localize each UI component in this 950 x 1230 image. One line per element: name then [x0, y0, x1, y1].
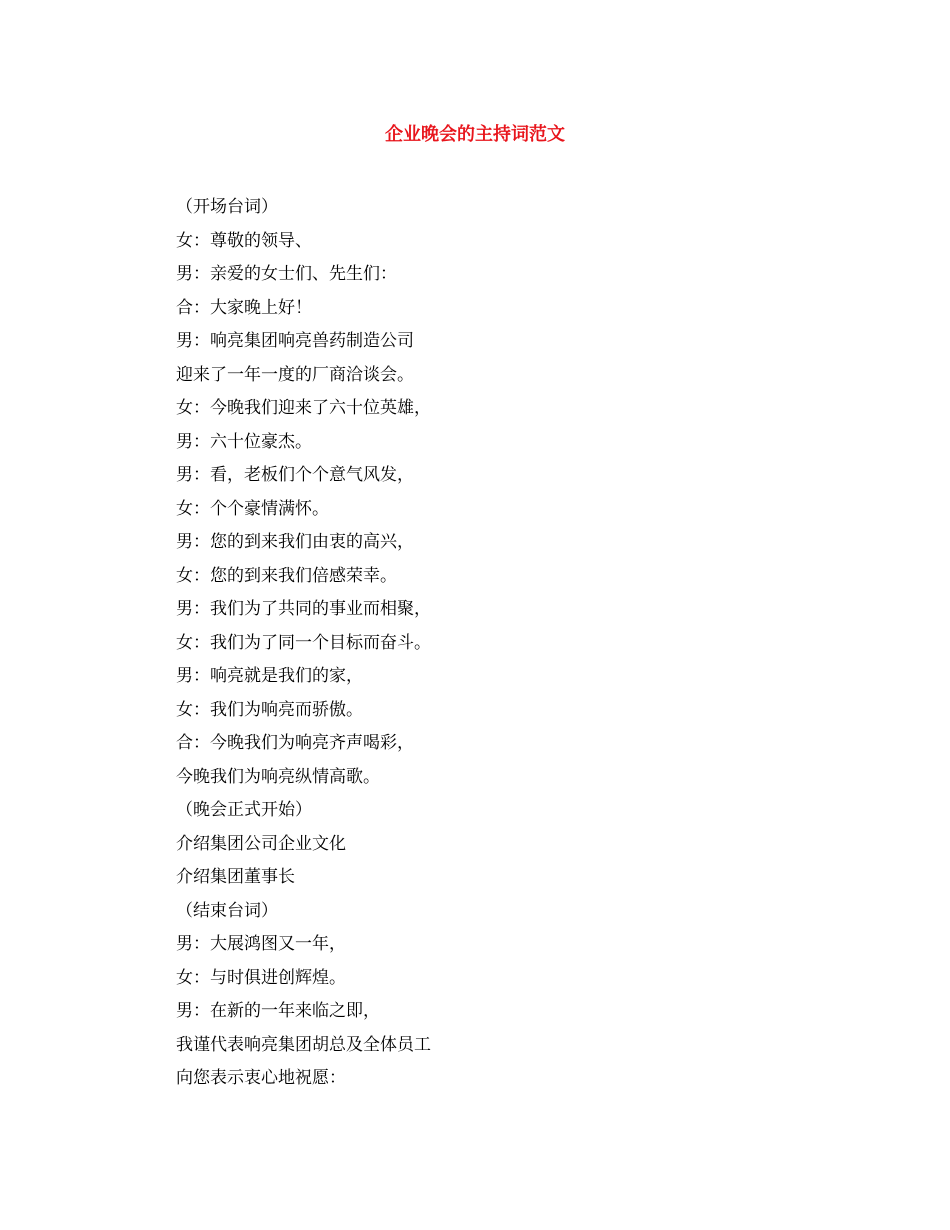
text-line: （结束台词）: [176, 900, 278, 921]
text-line: 女：今晚我们迎来了六十位英雄，: [176, 398, 431, 418]
text-line: （晚会正式开始）: [176, 800, 312, 820]
text-line: 女：与时俱进创辉煌。: [176, 967, 346, 988]
text-line: （开场台词）: [176, 197, 278, 217]
text-line: 女：个个豪情满怀。: [176, 498, 329, 519]
text-line: 今晚我们为响亮纵情高歌。: [176, 766, 380, 787]
text-line: 男：在新的一年来临之即，: [176, 1001, 380, 1021]
text-line: 向您表示衷心地祝愿：: [176, 1068, 346, 1088]
text-line: 女：我们为了同一个目标而奋斗。: [176, 632, 431, 653]
text-line: 合：大家晚上好！: [176, 297, 312, 318]
document-title: 企业晚会的主持词范文: [385, 124, 565, 145]
text-line: 我谨代表响亮集团胡总及全体员工: [176, 1034, 431, 1055]
text-line: 男：响亮就是我们的家，: [176, 666, 363, 686]
text-line: 介绍集团公司企业文化: [176, 833, 346, 854]
text-line: 女：我们为响亮而骄傲。: [176, 699, 363, 720]
text-line: 男：六十位豪杰。: [176, 431, 312, 452]
text-line: 男：亲爱的女士们、先生们：: [176, 264, 397, 284]
text-line: 合：今晚我们为响亮齐声喝彩，: [176, 733, 414, 753]
text-line: 男：大展鸿图又一年，: [176, 934, 346, 954]
text-line: 男：看，老板们个个意气风发，: [176, 465, 414, 485]
text-line: 男：响亮集团响亮兽药制造公司: [176, 331, 414, 351]
text-line: 迎来了一年一度的厂商洽谈会。: [176, 364, 414, 385]
text-line: 女：尊敬的领导、: [176, 230, 312, 251]
text-line: 介绍集团董事长: [176, 867, 295, 887]
document-body: [176, 191, 796, 1096]
text-line: 女：您的到来我们倍感荣幸。: [176, 565, 397, 586]
text-line: 男：您的到来我们由衷的高兴，: [176, 532, 414, 552]
text-line: 男：我们为了共同的事业而相聚，: [176, 599, 431, 619]
